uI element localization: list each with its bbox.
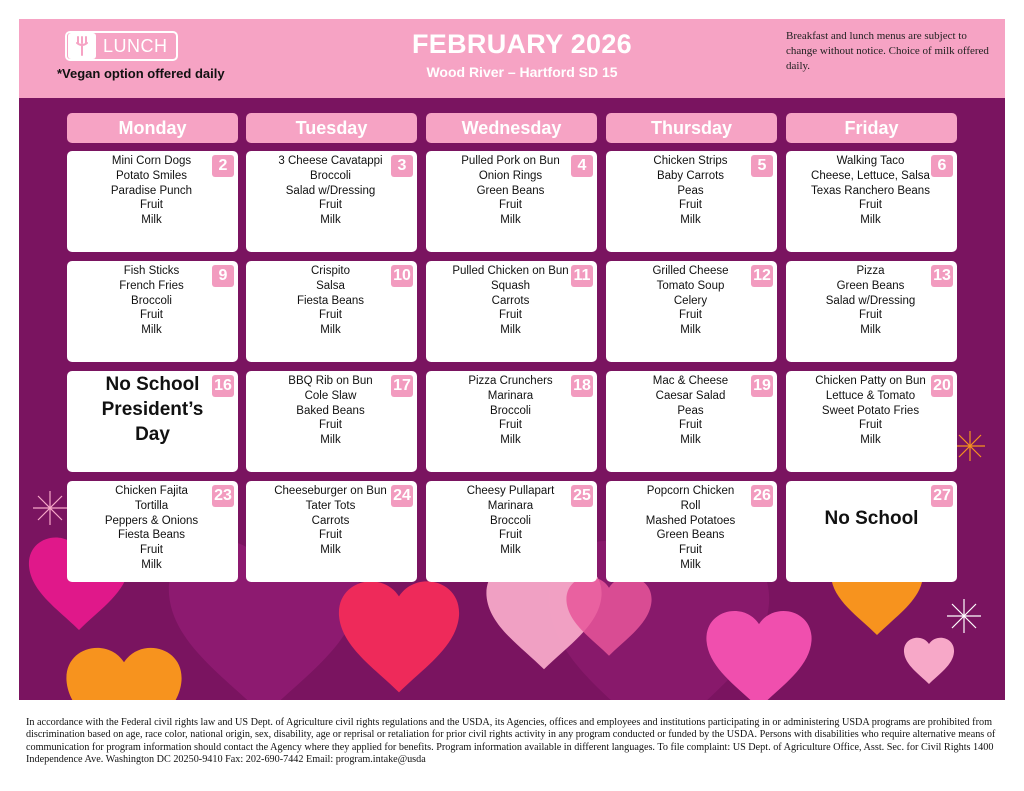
- day-cell-thursday: [606, 481, 777, 582]
- menu-items: [428, 264, 593, 338]
- menu-item: French Fries: [119, 279, 184, 292]
- menu-items: [608, 264, 773, 338]
- no-school-label: Day: [135, 424, 170, 445]
- menu-items: [428, 154, 593, 228]
- menu-item: Tortilla: [134, 499, 169, 512]
- day-cell-friday: [786, 481, 957, 582]
- day-cell-monday: [67, 371, 238, 472]
- menu-item: Walking Taco: [836, 155, 905, 167]
- day-header-thursday: Thursday: [606, 113, 777, 143]
- menu-item: Milk: [860, 214, 881, 227]
- menu-item: Broccoli: [131, 294, 172, 307]
- menu-item: Milk: [320, 324, 341, 337]
- date-badge: 5: [751, 155, 773, 177]
- menu-item: Grilled Cheese: [652, 265, 729, 277]
- menu-item: Fruit: [679, 199, 702, 212]
- menu-items: [248, 264, 413, 338]
- menu-item: Salsa: [316, 279, 345, 292]
- menu-item: Fruit: [679, 309, 702, 322]
- menu-item: Milk: [680, 558, 701, 571]
- menu-item: Milk: [500, 434, 521, 447]
- sparkle-left: [33, 491, 67, 525]
- day-cell-thursday: [606, 261, 777, 362]
- menu-item: Milk: [320, 544, 341, 557]
- menu-item: Tater Tots: [305, 499, 356, 512]
- menu-item: Texas Ranchero Beans: [811, 184, 930, 197]
- menu-item: Popcorn Chicken: [646, 485, 735, 497]
- menu-item: Chicken Strips: [653, 155, 728, 167]
- date-badge: 2: [212, 155, 234, 177]
- day-cell-friday: [786, 151, 957, 252]
- day-cell-monday: [67, 261, 238, 362]
- menu-item: Paradise Punch: [110, 184, 193, 197]
- menu-item: Fruit: [319, 529, 342, 542]
- menu-item: Green Beans: [656, 529, 725, 542]
- date-badge: 10: [391, 265, 413, 287]
- menu-items: [608, 154, 773, 228]
- menu-item: Tomato Soup: [656, 279, 725, 292]
- day-cell-thursday: [606, 151, 777, 252]
- menu-item: Peas: [677, 404, 704, 417]
- date-badge: 18: [571, 375, 593, 397]
- menu-item: Fruit: [499, 199, 522, 212]
- date-badge: 11: [571, 265, 593, 287]
- menu-item: Milk: [680, 214, 701, 227]
- date-badge: 27: [931, 485, 953, 507]
- vegan-note: *Vegan option offered daily: [57, 66, 225, 81]
- menu-item: Pizza Crunchers: [468, 375, 553, 387]
- day-cell-monday: [67, 481, 238, 582]
- menu-item: Fruit: [140, 544, 163, 557]
- menu-items: [248, 154, 413, 228]
- menu-item: Milk: [500, 324, 521, 337]
- civil-rights-statement: In accordance with the Federal civil rights law and US Dept. of Agriculture civil rights regulations and the USDA, its Agencies, offices and employees and institutions participating in or administering USDA programs are prohibited from discrimination based on age, race color, national origin, sex, disability, age or reprisal or retaliation for prior civil rights activity in any program conducted or funded by the USDA. Persons with disabilities who require alternative means of communication for program information should contact the Agency where they applied for benefits. Program information available in different languages. To file complaint: US Dept. of Agriculture Office, Asst. Sec. for Civil Rights 1400 Independence Ave. Washington DC 20250-9410 Fax: 202-690-7442 Email: program.intake@usda: [26, 717, 996, 766]
- menu-items: [69, 154, 234, 228]
- district-name: Wood River – Hartford SD 15: [426, 64, 618, 80]
- menu-item: Carrots: [311, 514, 350, 527]
- menu-item: Onion Rings: [478, 169, 543, 182]
- menu-item: Pulled Chicken on Bun: [452, 265, 569, 277]
- date-badge: 19: [751, 375, 773, 397]
- menu-item: Broccoli: [490, 514, 531, 527]
- menu-item: Fruit: [499, 529, 522, 542]
- day-cell-tuesday: [246, 151, 417, 252]
- menu-item: BBQ Rib on Bun: [288, 375, 373, 387]
- date-badge: 6: [931, 155, 953, 177]
- menu-item: Milk: [500, 214, 521, 227]
- day-cell-friday: [786, 261, 957, 362]
- menu-item: Mini Corn Dogs: [111, 155, 192, 167]
- sparkle-right: [955, 431, 985, 461]
- no-school-label: President’s: [101, 399, 204, 420]
- fork-icon: [68, 33, 96, 59]
- menu-items: [788, 264, 953, 338]
- menu-item: Fiesta Beans: [117, 529, 186, 542]
- day-cell-tuesday: [246, 481, 417, 582]
- menu-item: Salad w/Dressing: [285, 184, 376, 197]
- menu-item: Fruit: [679, 419, 702, 432]
- menu-item: Fruit: [140, 199, 163, 212]
- day-cell-monday: [67, 151, 238, 252]
- menu-item: Lettuce & Tomato: [825, 389, 916, 402]
- menu-items: [608, 484, 773, 573]
- date-badge: 16: [212, 375, 234, 397]
- menu-item: Fruit: [859, 199, 882, 212]
- menu-items: [788, 374, 953, 448]
- menu-item: Fruit: [319, 309, 342, 322]
- no-school-label: No School: [105, 374, 200, 395]
- menu-item: Milk: [320, 434, 341, 447]
- menu-item: Milk: [141, 214, 162, 227]
- menu-item: Chicken Fajita: [115, 485, 188, 497]
- lunch-logo: [65, 31, 178, 61]
- date-badge: 23: [212, 485, 234, 507]
- menu-item: Green Beans: [476, 184, 545, 197]
- menu-item: Fruit: [499, 309, 522, 322]
- day-cell-wednesday: [426, 371, 597, 472]
- menu-notice: Breakfast and lunch menus are subject to change without notice. Choice of milk offered daily.: [786, 30, 989, 72]
- menu-items: [248, 374, 413, 448]
- menu-item: Milk: [320, 214, 341, 227]
- menu-item: Caesar Salad: [655, 389, 726, 402]
- menu-item: Cheese, Lettuce, Salsa: [811, 169, 930, 182]
- menu-item: Cheeseburger on Bun: [274, 485, 387, 497]
- menu-item: Milk: [500, 544, 521, 557]
- menu-item: Fruit: [499, 419, 522, 432]
- menu-item: Fruit: [679, 544, 702, 557]
- menu-item: Peas: [677, 184, 704, 197]
- menu-item: Celery: [673, 294, 708, 307]
- date-badge: 12: [751, 265, 773, 287]
- menu-item: Mac & Cheese: [652, 375, 729, 387]
- date-badge: 26: [751, 485, 773, 507]
- menu-item: Fruit: [319, 199, 342, 212]
- menu-item: Green Beans: [836, 279, 905, 292]
- menu-item: Broccoli: [310, 169, 351, 182]
- menu-item: Milk: [860, 324, 881, 337]
- menu-item: Fruit: [859, 419, 882, 432]
- day-cell-wednesday: [426, 151, 597, 252]
- menu-items: [248, 484, 413, 558]
- menu-item: Baby Carrots: [656, 169, 725, 182]
- day-header-monday: Monday: [67, 113, 238, 143]
- menu-items: [788, 154, 953, 228]
- menu-items: [69, 264, 234, 338]
- menu-item: Mashed Potatoes: [645, 514, 736, 527]
- date-badge: 9: [212, 265, 234, 287]
- menu-item: Milk: [141, 558, 162, 571]
- header-banner: [19, 19, 1005, 98]
- menu-item: Fiesta Beans: [296, 294, 365, 307]
- menu-item: Fish Sticks: [123, 265, 180, 277]
- menu-item: Baked Beans: [296, 404, 365, 417]
- menu-item: Carrots: [491, 294, 530, 307]
- day-cell-wednesday: [426, 261, 597, 362]
- menu-items: [428, 374, 593, 448]
- day-cell-friday: [786, 371, 957, 472]
- day-header-friday: Friday: [786, 113, 957, 143]
- day-cell-wednesday: [426, 481, 597, 582]
- menu-item: Milk: [680, 324, 701, 337]
- menu-item: Milk: [860, 434, 881, 447]
- date-badge: 3: [391, 155, 413, 177]
- menu-item: Chicken Patty on Bun: [815, 375, 926, 387]
- date-badge: 25: [571, 485, 593, 507]
- date-badge: 20: [931, 375, 953, 397]
- menu-item: Marinara: [487, 389, 534, 402]
- page-title: FEBRUARY 2026: [412, 29, 632, 59]
- menu-item: Broccoli: [490, 404, 531, 417]
- date-badge: 13: [931, 265, 953, 287]
- menu-item: Pulled Pork on Bun: [461, 155, 560, 167]
- menu-item: Squash: [490, 279, 530, 292]
- menu-item: Milk: [680, 434, 701, 447]
- menu-item: Fruit: [859, 309, 882, 322]
- menu-item: Salad w/Dressing: [825, 294, 916, 307]
- day-cell-tuesday: [246, 261, 417, 362]
- menu-item: Fruit: [140, 309, 163, 322]
- menu-item: Sweet Potato Fries: [821, 404, 920, 417]
- day-header-wednesday: Wednesday: [426, 113, 597, 143]
- menu-items: [69, 484, 234, 573]
- menu-item: Crispito: [311, 265, 350, 277]
- menu-item: Milk: [141, 324, 162, 337]
- menu-items: [428, 484, 593, 558]
- day-cell-tuesday: [246, 371, 417, 472]
- menu-item: Peppers & Onions: [104, 514, 199, 527]
- calendar-board: [19, 98, 1005, 700]
- date-badge: 17: [391, 375, 413, 397]
- menu-item: Pizza: [856, 265, 885, 277]
- menu-item: Marinara: [487, 499, 534, 512]
- logo-label: LUNCH: [103, 35, 168, 56]
- day-header-tuesday: Tuesday: [246, 113, 417, 143]
- menu-items: [608, 374, 773, 448]
- menu-item: Cheesy Pullapart: [466, 485, 555, 497]
- menu-item: Fruit: [319, 419, 342, 432]
- sparkle-white: [947, 599, 981, 633]
- menu-item: Cole Slaw: [304, 389, 357, 402]
- day-cell-thursday: [606, 371, 777, 472]
- no-school-label: No School: [824, 508, 919, 529]
- date-badge: 24: [391, 485, 413, 507]
- menu-item: Roll: [680, 499, 701, 512]
- menu-item: 3 Cheese Cavatappi: [278, 155, 383, 167]
- menu-item: Potato Smiles: [116, 169, 187, 182]
- date-badge: 4: [571, 155, 593, 177]
